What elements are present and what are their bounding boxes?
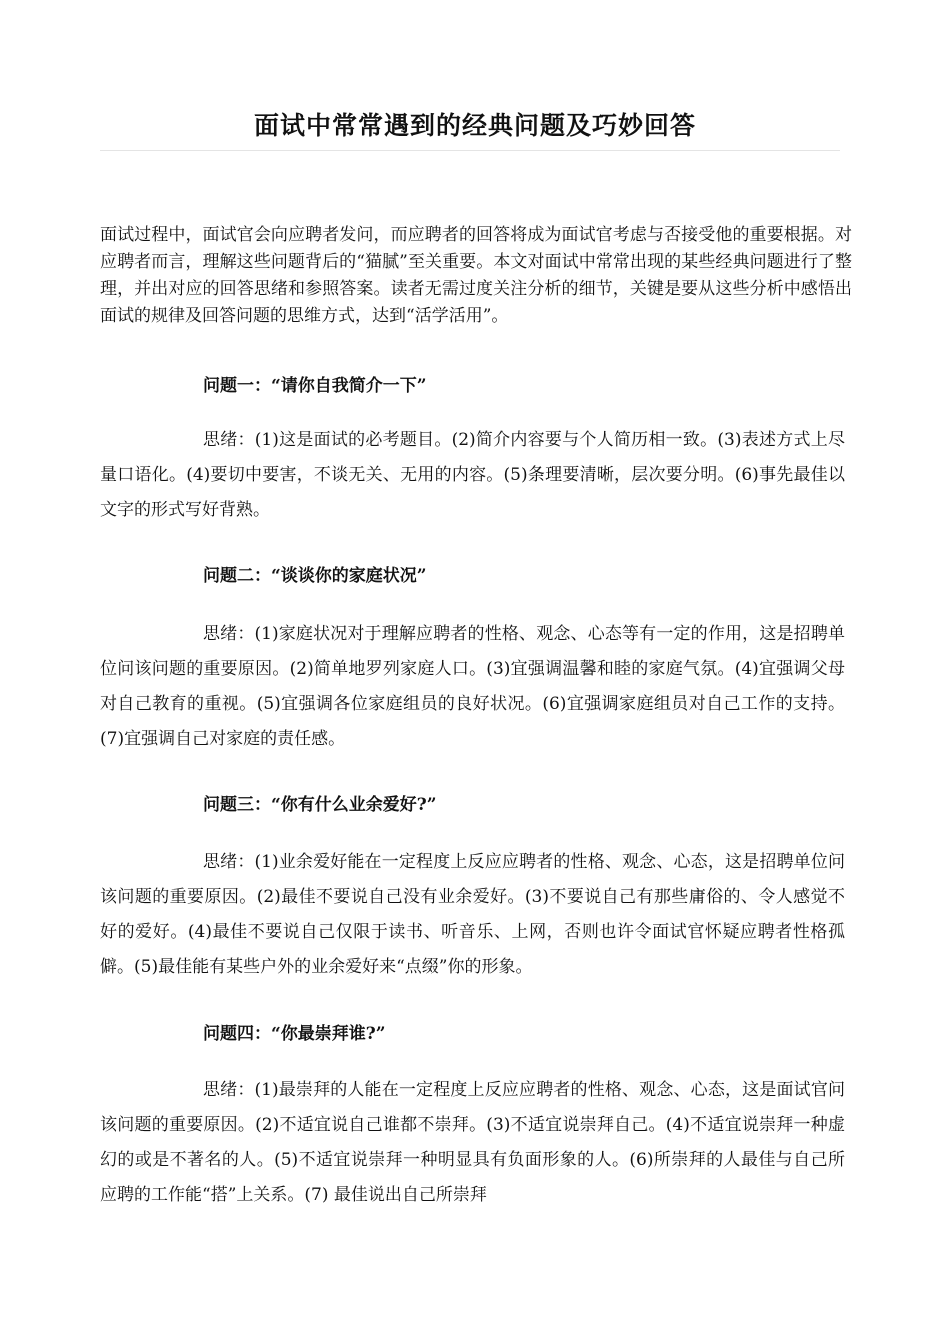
question-3-heading: 问题三：“你有什么业余爱好?”: [203, 795, 437, 815]
question-2-heading: 问题二：“谈谈你的家庭状况”: [203, 566, 427, 586]
question-3-body: 思绪：(1)业余爱好能在一定程度上反应应聘者的性格、观念、心态，这是招聘单位问该问题的重要原因。(2)最佳不要说自己没有业余爱好。(3)不要说自己有那些庸俗的、令人感觉不好的爱好。(4)最佳不要说自己仅限于读书、听音乐、上网，否则也许令面试官怀疑应聘者性格孤僻。(5)最佳能有某些户外的业余爱好来“点缀”你的形象。: [100, 852, 845, 977]
question-2-body: 思绪：(1)家庭状况对于理解应聘者的性格、观念、心态等有一定的作用，这是招聘单位问该问题的重要原因。(2)简单地罗列家庭人口。(3)宜强调温馨和睦的家庭气氛。(4)宜强调父母对自己教育的重视。(5)宜强调各位家庭组员的良好状况。(6)宜强调家庭组员对自己工作的支持。(7)宜强调自己对家庭的责任感。: [100, 624, 845, 749]
question-4-body: 思绪：(1)最崇拜的人能在一定程度上反应应聘者的性格、观念、心态，这是面试官问该问题的重要原因。(2)不适宜说自己谁都不崇拜。(3)不适宜说崇拜自己。(4)不适宜说崇拜一种虚幻的或是不著名的人。(5)不适宜说崇拜一种明显具有负面形象的人。(6)所崇拜的人最佳与自己所应聘的工作能“搭”上关系。(7) 最佳说出自己所崇拜: [100, 1080, 845, 1205]
title-divider: [100, 150, 840, 151]
question-1-heading: 问题一：“请你自我简介一下”: [203, 376, 427, 396]
intro-paragraph: 面试过程中，面试官会向应聘者发问，而应聘者的回答将成为面试官考虑与否接受他的重要根据。对应聘者而言，理解这些问题背后的“猫腻”至关重要。本文对面试中常常出现的某些经典问题进行了整理，并出对应的回答思绪和参照答案。读者无需过度关注分析的细节，关键是要从这些分析中感悟出面试的规律及回答问题的思维方式，达到“活学活用”。: [100, 225, 852, 326]
question-1-body: 思绪：(1)这是面试的必考题目。(2)简介内容要与个人简历相一致。(3)表述方式上尽量口语化。(4)要切中要害，不谈无关、无用的内容。(5)条理要清晰，层次要分明。(6)事先最佳以文字的形式写好背熟。: [100, 430, 845, 520]
question-4-heading: 问题四：“你最崇拜谁?”: [203, 1024, 386, 1044]
document-title: 面试中常常遇到的经典问题及巧妙回答: [253, 111, 696, 140]
